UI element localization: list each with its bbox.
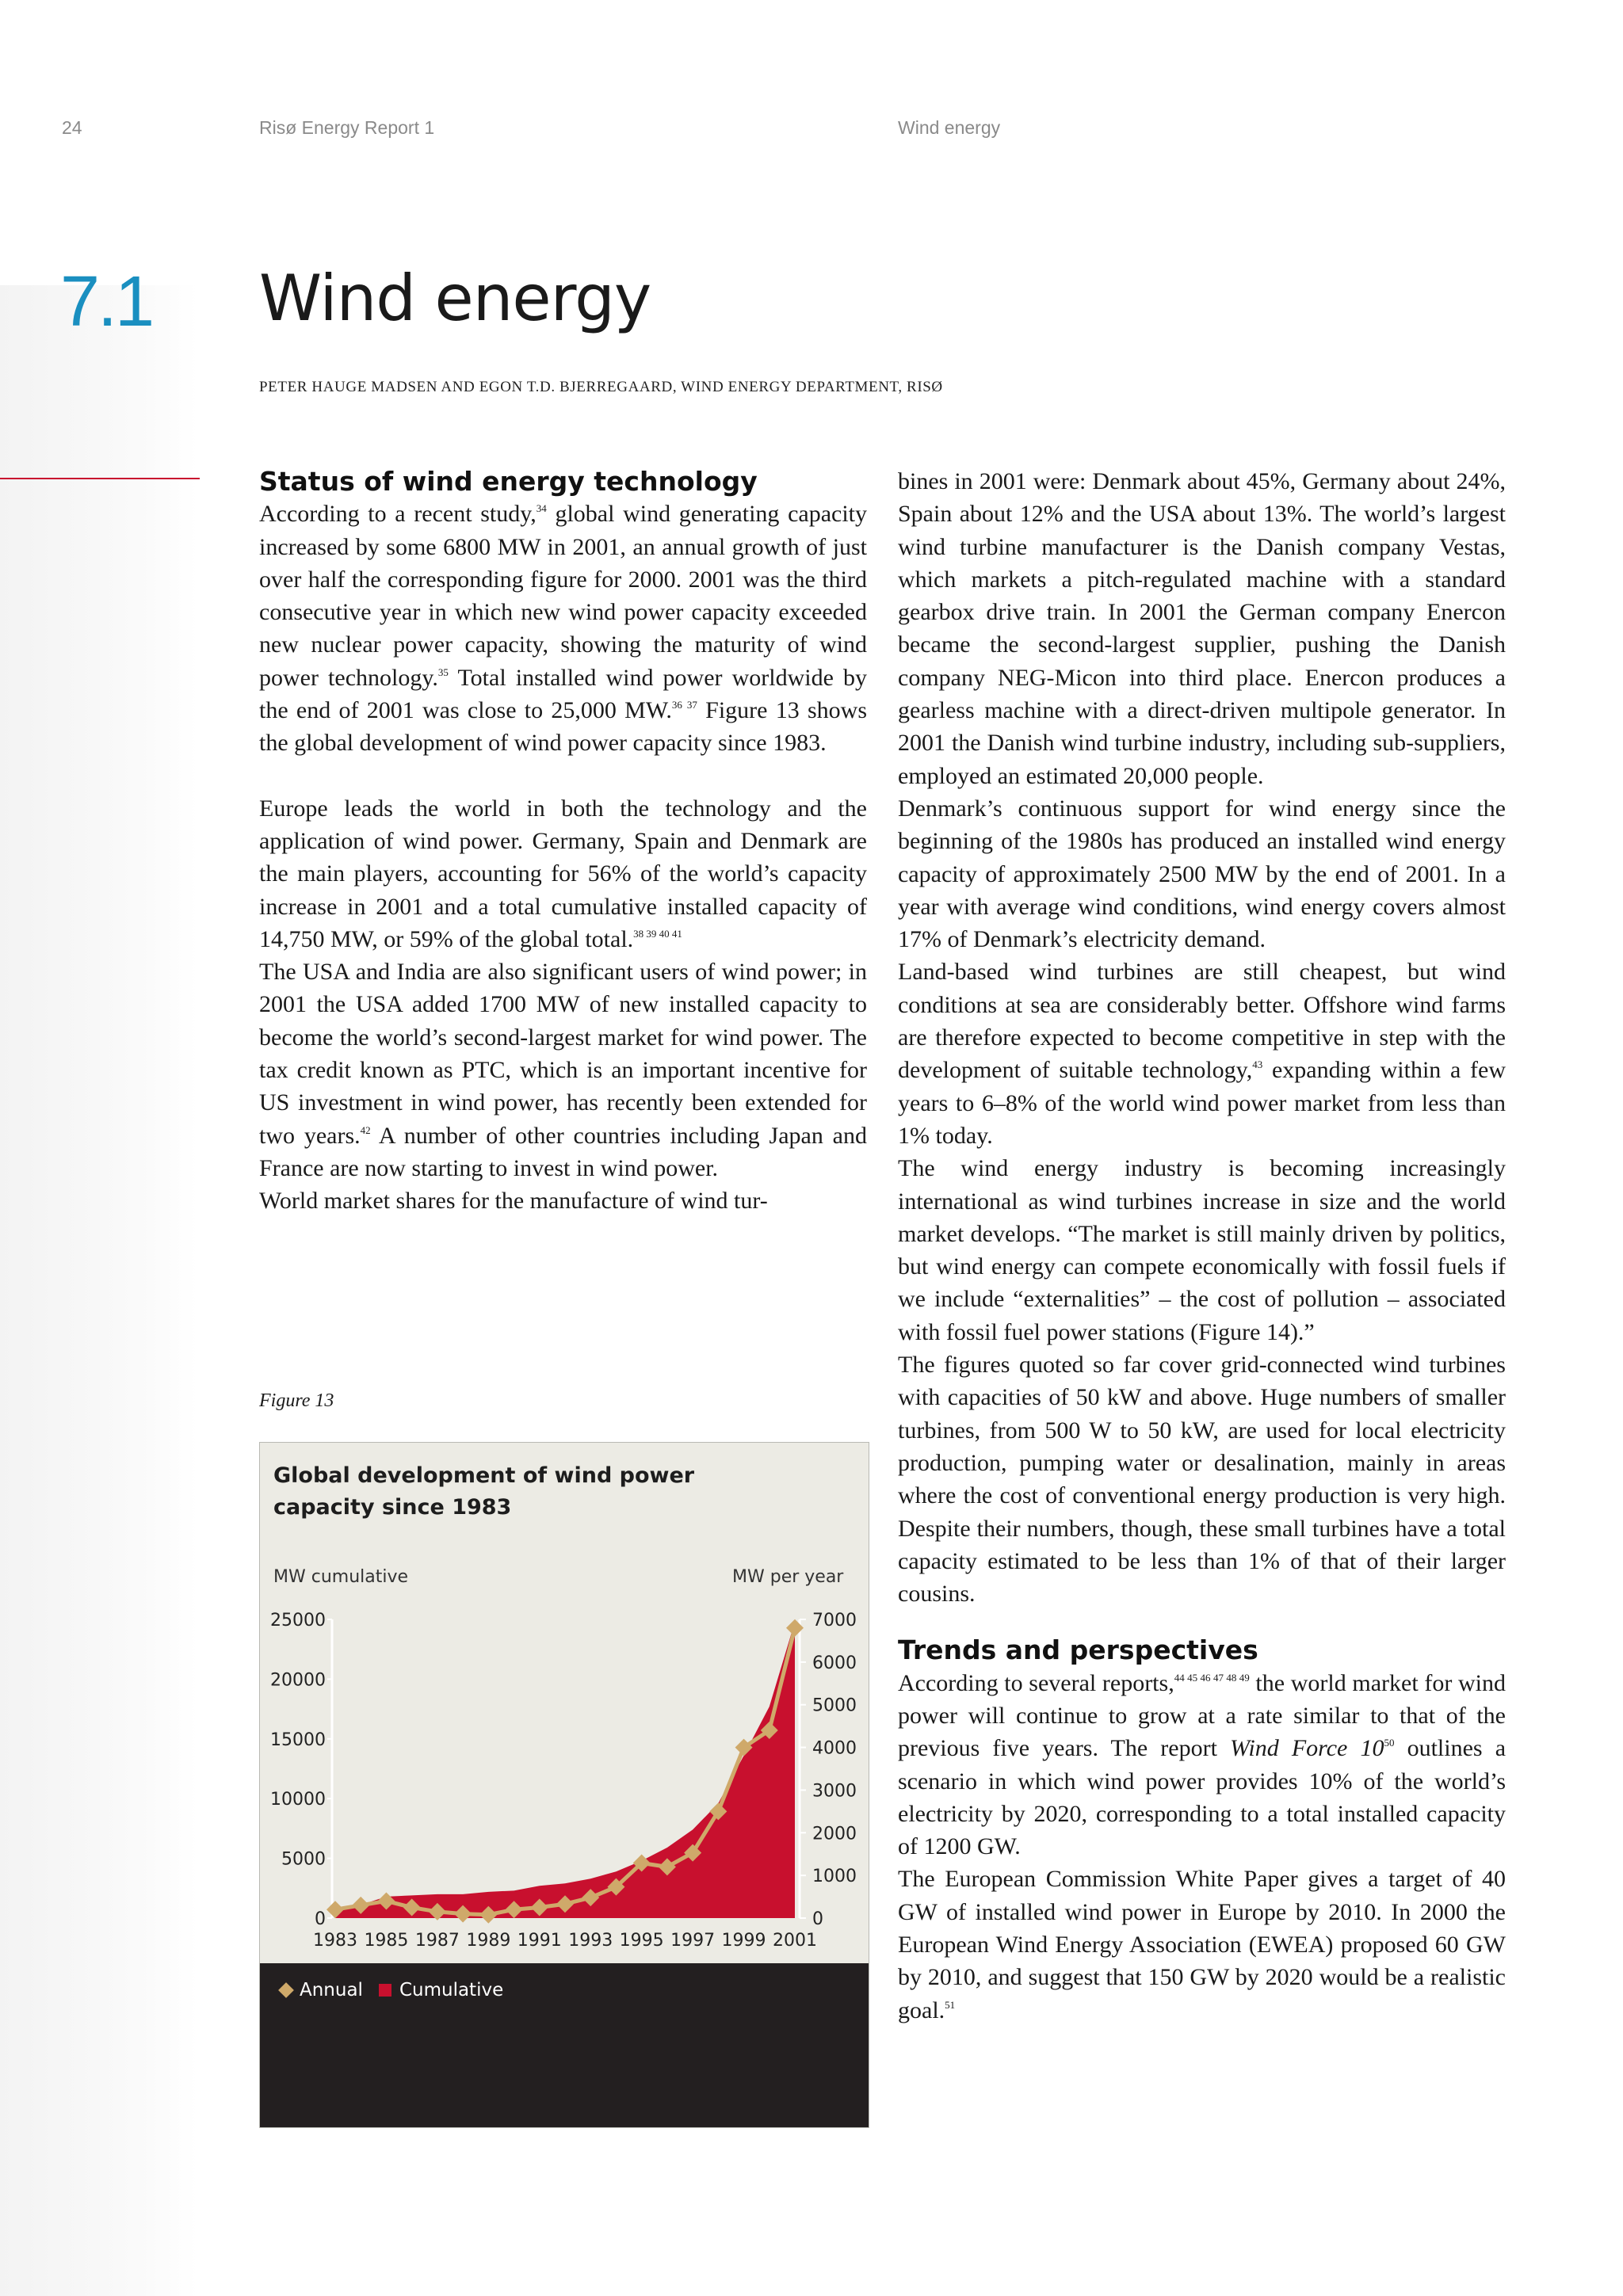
cumulative-legend-icon xyxy=(379,1984,391,1997)
x-tick-label: 1985 xyxy=(364,1931,409,1951)
paragraph: Denmark’s continuous support for wind energy since the beginning of the 1980s has produced an installed wind energy capacity of approximately 2500 MW by the end of 2001. In a year with average wind conditions, wind energy covers almost 17% of Denmark’s electricity demand. xyxy=(898,795,1506,953)
right-tick-label: 0 xyxy=(812,1909,823,1929)
annual-legend-icon xyxy=(278,1982,294,1998)
figure-caption: Figure 13 xyxy=(259,1390,334,1411)
paragraph: bines in 2001 were: Denmark about 45%, Germany about 24%, Spain about 12% and the USA about 13%. The world’s largest wind turbine manufacturer is the Danish company Vestas, which markets a pitch-regulated machine with a standard gearbox drive train. In 2001 the German company Enercon became the second-largest supplier, pushing the Danish company NEG-Micon into third place. Enercon produces a gearless machine with a direct-driven multipole generator. In 2001 the Danish wind turbine industry, including sub-suppliers, employed an estimated 20,000 people. xyxy=(898,468,1506,789)
left-column xyxy=(259,465,867,1218)
x-tick-label: 1989 xyxy=(466,1931,511,1951)
paragraph: Europe leads the world in both the technology and the application of wind power. Germany, Spain and Denmark are the main players, accounting for 56% of the world’s capacity increase in 2001 and a total cumulative installed capacity of 14,750 MW, or 59% of the global total.$^{38 39 40 41}$ xyxy=(259,795,867,952)
paragraph: The USA and India are also significant users of wind power; in 2001 the USA added 1700 MW of new installed capacity to become the world’s second-largest market for wind power. The tax credit known as PTC, which is an important incentive for US investment in wind power, has recently been extended for two years.$^{42}$ A number of other countries including Japan and France are now starting to invest in wind power. xyxy=(259,959,867,1181)
right-tick-label: 4000 xyxy=(812,1738,857,1759)
chart-title: Global development of wind power capacity since 1983 xyxy=(273,1463,695,1520)
paragraph: The European Commission White Paper gives a target of 40 GW of installed wind power in Europe by 2010. In 2000 the European Wind Energy Association (EWEA) proposed 60 GW by 2010, and suggest that 150 GW by 2020 would be a realistic goal.$^{51}$ xyxy=(898,1866,1506,2023)
figure-13 xyxy=(259,1442,869,2128)
right-tick-label: 5000 xyxy=(812,1695,857,1716)
x-tick-label: 1993 xyxy=(568,1931,613,1951)
right-column xyxy=(898,465,1506,2027)
footnote-ref: 38 39 40 41 xyxy=(633,927,682,940)
footnote-ref: 35 xyxy=(437,666,449,678)
section-divider xyxy=(0,478,200,479)
chapter-title: Wind energy xyxy=(898,117,1001,138)
footnote-ref: 42 xyxy=(360,1123,371,1136)
footnote-ref: 51 xyxy=(945,1998,956,2011)
paragraph: According to several reports,$^{44 45 46 47 48 49}$ the world market for wind power will continue to grow at a rate similar to that of the previous five years. The report Wind Force $10^{50}$ outlines a scenario in which wind power provides 10% of the world’s electricity by 2020, corresponding to a total installed capacity of 1200 GW. xyxy=(898,1669,1507,1860)
right-tick-label: 6000 xyxy=(812,1653,857,1673)
right-tick-label: 7000 xyxy=(812,1611,857,1630)
page-number: 24 xyxy=(62,117,82,138)
x-tick-label: 1983 xyxy=(313,1931,357,1951)
legend-annual: Annual xyxy=(300,1980,363,2000)
authors-line: PETER HAUGE MADSEN AND EGON T.D. BJERREGAARD, WIND ENERGY DEPARTMENT, RISØ xyxy=(259,379,943,395)
footnote-ref: 44 45 46 47 48 49 xyxy=(1174,1671,1250,1684)
report-title-italic: Wind Force 10 xyxy=(1230,1735,1384,1762)
paragraph: The wind energy industry is becoming increasingly international as wind turbines increase in size and the world market develops. “The market is still mainly driven by politics, but wind energy can compete economically with fossil fuels if we include “externalities” – the cost of pollution – associated with fossil fuel power stations (Figure 14).” xyxy=(898,1155,1506,1345)
left-tick-label: 20000 xyxy=(270,1670,326,1691)
legend-cumulative: Cumulative xyxy=(399,1980,504,2000)
report-title: Risø Energy Report 1 xyxy=(259,117,435,138)
x-tick-label: 1999 xyxy=(721,1931,766,1951)
paragraph: According to a recent study,$^{34}$ global wind generating capacity increased by some 6800 MW in 2001, an annual growth of just over half the corresponding figure for 2000. 2001 was the third consecutive year in which new wind power capacity exceeded new nuclear power capacity, showing the maturity of wind power technology.$^{35}$ Total installed wind power worldwide by the end of 2001 was close to 25,000 MW.$^{36 37}$ Figure 13 shows the global development of wind power capacity since 1983. xyxy=(259,501,868,757)
margin-shade xyxy=(0,285,198,2296)
x-tick-label: 2001 xyxy=(773,1931,817,1951)
paragraph: Land-based wind turbines are still cheapest, but wind conditions at sea are considerably better. Offshore wind farms are therefore expected to become competitive in step with the development of suitable technology,$^{43}$ expanding within a few years to 6–8% of the world wind power market from less than 1% today. xyxy=(898,959,1506,1149)
x-tick-label: 1995 xyxy=(619,1931,664,1951)
paragraph: World market shares for the manufacture of wind tur- xyxy=(259,1188,768,1215)
paragraph: The figures quoted so far cover grid-connected wind turbines with capacities of 50 kW and above. Huge numbers of smaller turbines, from 500 W to 50 kW, are used for local electricity production, pumping water or desalination, mainly in areas where the cost of conventional energy production is very high. Despite their numbers, though, these small turbines have a total capacity estimated to be less than 1% of that of their larger cousins. xyxy=(898,1352,1506,1608)
x-tick-label: 1987 xyxy=(414,1931,460,1951)
cumulative-area xyxy=(335,1622,795,1918)
footnote-ref: 36 37 xyxy=(671,699,697,711)
annual-point xyxy=(786,1619,804,1637)
footnote-ref: 50 xyxy=(1384,1737,1395,1749)
left-tick-label: 5000 xyxy=(281,1849,326,1870)
right-tick-label: 3000 xyxy=(812,1781,857,1802)
right-tick-label: 2000 xyxy=(812,1824,857,1844)
chart-legend xyxy=(277,1980,503,2000)
heading-status: Status of wind energy technology xyxy=(259,466,758,497)
footnote-ref: 43 xyxy=(1252,1058,1263,1071)
left-tick-label: 15000 xyxy=(270,1730,326,1750)
left-tick-label: 25000 xyxy=(270,1611,326,1630)
left-tick-label: 0 xyxy=(315,1909,326,1929)
chart-plot xyxy=(260,1443,869,1966)
right-axis-label: MW per year xyxy=(732,1567,844,1587)
left-tick-label: 10000 xyxy=(270,1790,326,1810)
section-title: Wind energy xyxy=(259,261,651,335)
footnote-ref: 34 xyxy=(536,502,547,515)
heading-trends: Trends and perspectives xyxy=(898,1634,1258,1666)
section-number: 7.1 xyxy=(60,262,153,341)
right-tick-label: 1000 xyxy=(812,1867,857,1887)
x-tick-label: 1997 xyxy=(670,1931,716,1951)
x-tick-label: 1991 xyxy=(517,1931,562,1951)
left-axis-label: MW cumulative xyxy=(273,1567,409,1587)
